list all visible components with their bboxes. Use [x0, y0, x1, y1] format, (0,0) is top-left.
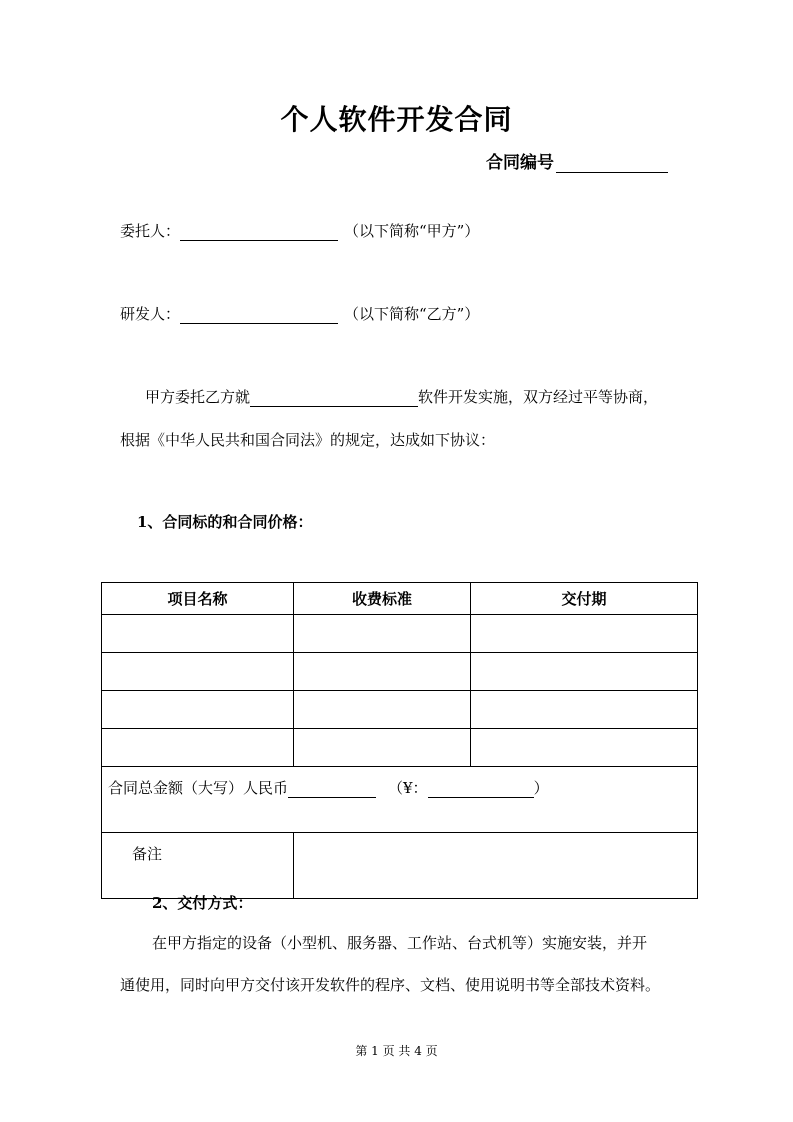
table-cell[interactable]	[294, 729, 471, 767]
table-cell[interactable]	[102, 729, 294, 767]
client-line	[120, 220, 479, 241]
client-suffix: （以下简称“甲方”）	[344, 222, 480, 240]
table-cell[interactable]	[102, 653, 294, 691]
developer-line	[120, 303, 479, 324]
intro-suffix: 软件开发实施，双方经过平等协商，	[418, 388, 659, 406]
table-cell[interactable]	[471, 615, 698, 653]
total-suffix: ）	[533, 779, 549, 797]
fee-table	[101, 582, 698, 899]
total-prefix: 合同总金额（大写）人民币	[108, 779, 289, 797]
table-cell[interactable]	[471, 691, 698, 729]
table-cell[interactable]	[471, 653, 698, 691]
section2-heading: 2、交付方式：	[152, 894, 253, 912]
note-value-cell[interactable]	[294, 833, 698, 899]
table-cell[interactable]	[471, 729, 698, 767]
developer-label: 研发人：	[120, 305, 181, 323]
header-fee-standard: 收费标准	[294, 583, 471, 615]
table-row	[102, 653, 698, 691]
developer-suffix: （以下简称“乙方”）	[344, 305, 480, 323]
delivery-paragraph-line-1: 在甲方指定的设备（小型机、服务器、工作站、台式机等）实施安装，并开	[152, 934, 648, 952]
table-cell[interactable]	[102, 615, 294, 653]
delivery-paragraph-line-2: 通使用，同时向甲方交付该开发软件的程序、文档、使用说明书等全部技术资料。	[120, 976, 661, 994]
total-amount-figures-blank[interactable]	[428, 782, 534, 798]
total-amount-cell	[102, 767, 698, 833]
table-cell[interactable]	[294, 615, 471, 653]
header-project-name: 项目名称	[102, 583, 294, 615]
total-row	[102, 767, 698, 833]
client-blank[interactable]	[180, 224, 338, 241]
intro-line-2: 根据《中华人民共和国合同法》的规定，达成如下协议：	[120, 431, 496, 449]
note-row	[102, 833, 698, 899]
software-name-blank[interactable]	[250, 390, 418, 407]
section1-heading: 1、合同标的和合同价格：	[137, 513, 313, 531]
table-cell[interactable]	[294, 653, 471, 691]
total-middle: （¥：	[388, 779, 428, 797]
page-footer: 第 1 页 共 4 页	[355, 1044, 438, 1058]
header-delivery-date: 交付期	[471, 583, 698, 615]
contract-number-label: 合同编号	[486, 153, 554, 173]
contract-number-blank[interactable]	[556, 154, 668, 173]
intro-line-1	[145, 386, 658, 407]
table-header-row	[102, 583, 698, 615]
table-row	[102, 729, 698, 767]
intro-prefix: 甲方委托乙方就	[145, 388, 251, 406]
table-row	[102, 691, 698, 729]
table-cell[interactable]	[102, 691, 294, 729]
contract-number	[486, 148, 668, 173]
table-row	[102, 615, 698, 653]
note-label: 备注	[102, 833, 294, 899]
client-label: 委托人：	[120, 222, 181, 240]
document-title: 个人软件开发合同	[280, 103, 513, 136]
table-cell[interactable]	[294, 691, 471, 729]
total-amount-words-blank[interactable]	[288, 782, 376, 798]
developer-blank[interactable]	[180, 307, 338, 324]
